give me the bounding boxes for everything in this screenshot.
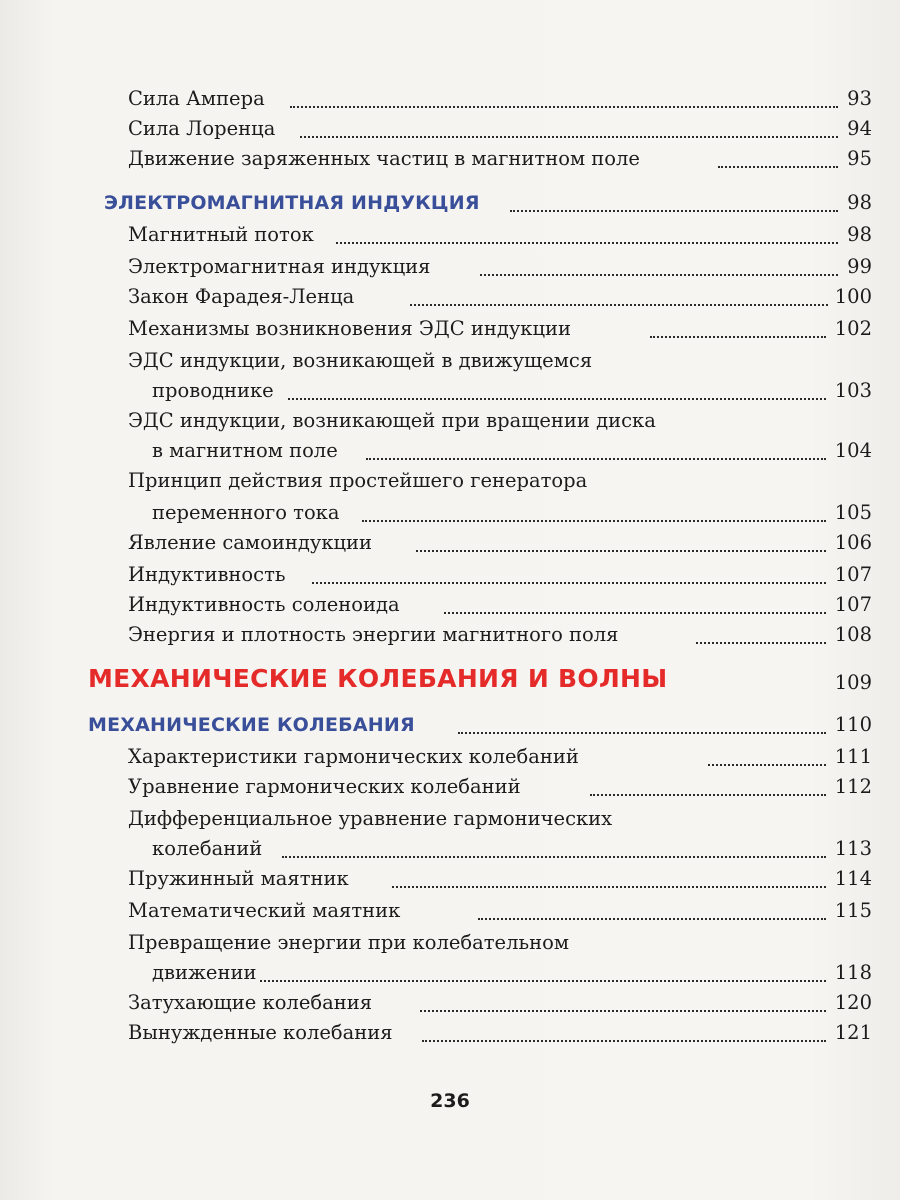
toc-entry-label: Принцип действия простейшего генератора [128,469,588,492]
leader-dots [696,642,826,644]
section-heading: ЭЛЕКТРОМАГНИТНАЯ ИНДУКЦИЯ [104,192,480,214]
leader-dots [260,980,826,982]
toc-entry-label: Затухающие колебания [128,991,373,1014]
leader-dots [290,106,838,108]
toc-entry-page: 120 [834,991,872,1014]
toc-entry-page: 98 [847,223,872,246]
leader-dots [650,336,826,338]
toc-entry-page: 105 [834,501,872,524]
toc-entry-label-continued: колебаний [152,837,263,860]
toc-entry-label: Дифференциальное уравнение гармонических [128,807,613,830]
leader-dots [416,550,826,552]
toc-entry-label-continued: движении [152,961,257,984]
chapter-heading: МЕХАНИЧЕСКИЕ КОЛЕБАНИЯ И ВОЛНЫ [88,664,668,693]
toc-entry-page: 100 [834,285,872,308]
toc-entry-label: Математический маятник [128,899,401,922]
toc-entry-page: 115 [834,899,872,922]
toc-entry-label: ЭДС индукции, возникающей при вращении диска [128,409,656,432]
toc-entry-label: Сила Лоренца [128,117,276,140]
toc-entry-page: 98 [847,191,872,214]
toc-entry-label-continued: проводнике [152,379,274,402]
leader-dots [458,732,826,734]
leader-dots [362,520,826,522]
toc-entry-page: 112 [834,775,872,798]
toc-entry-label: Пружинный маятник [128,867,349,890]
toc-entry-page: 95 [847,147,872,170]
section-heading: МЕХАНИЧЕСКИЕ КОЛЕБАНИЯ [88,714,415,736]
toc-entry-label: Энергия и плотность энергии магнитного поля [128,623,619,646]
toc-entry-label: ЭДС индукции, возникающей в движущемся [128,349,593,372]
toc-entry-label: Уравнение гармонических колебаний [128,775,521,798]
leader-dots [422,1040,826,1042]
toc-entry-page: 118 [834,961,872,984]
toc-entry-label: Магнитный поток [128,223,314,246]
toc-entry-page: 104 [834,439,872,462]
leader-dots [410,304,828,306]
leader-dots [336,242,838,244]
leader-dots [480,274,838,276]
leader-dots [300,136,838,138]
toc-entry-label: Движение заряженных частиц в магнитном поле [128,147,640,170]
toc-entry-page: 106 [834,531,872,554]
toc-entry-label: Характеристики гармонических колебаний [128,745,579,768]
toc-entry-page: 103 [834,379,872,402]
toc-entry-page: 109 [834,671,872,694]
leader-dots [708,764,826,766]
toc-entry-label: Механизмы возникновения ЭДС индукции [128,317,572,340]
toc-entry-page: 110 [834,713,872,736]
leader-dots [510,210,838,212]
leader-dots [366,458,826,460]
toc-entry-label: Закон Фарадея-Ленца [128,285,355,308]
toc-entry-label: Электромагнитная индукция [128,255,431,278]
page-number: 236 [430,1090,470,1112]
toc-entry-page: 99 [847,255,872,278]
toc-entry-page: 121 [834,1021,872,1044]
leader-dots [288,398,826,400]
leader-dots [420,1010,826,1012]
toc-entry-label-continued: переменного тока [152,501,340,524]
toc-entry-page: 113 [834,837,872,860]
toc-entry-label: Явление самоиндукции [128,531,373,554]
toc-entry-page: 93 [847,87,872,110]
leader-dots [282,856,826,858]
toc-entry-page: 108 [834,623,872,646]
toc-entry-page: 114 [834,867,872,890]
leader-dots [312,582,826,584]
toc-entry-page: 94 [847,117,872,140]
leader-dots [478,918,826,920]
toc-entry-page: 111 [834,745,872,768]
toc-entry-label: Индуктивность [128,563,286,586]
toc-entry-label-continued: в магнитном поле [152,439,338,462]
toc-entry-label: Индуктивность соленоида [128,593,400,616]
toc-entry-label: Сила Ампера [128,87,265,110]
leader-dots [444,612,826,614]
leader-dots [590,794,826,796]
toc-entry-label: Превращение энергии при колебательном [128,931,569,954]
leader-dots [392,886,826,888]
toc-entry-page: 102 [834,317,872,340]
toc-entry-page: 107 [834,563,872,586]
toc-entry-page: 107 [834,593,872,616]
toc-entry-label: Вынужденные колебания [128,1021,393,1044]
